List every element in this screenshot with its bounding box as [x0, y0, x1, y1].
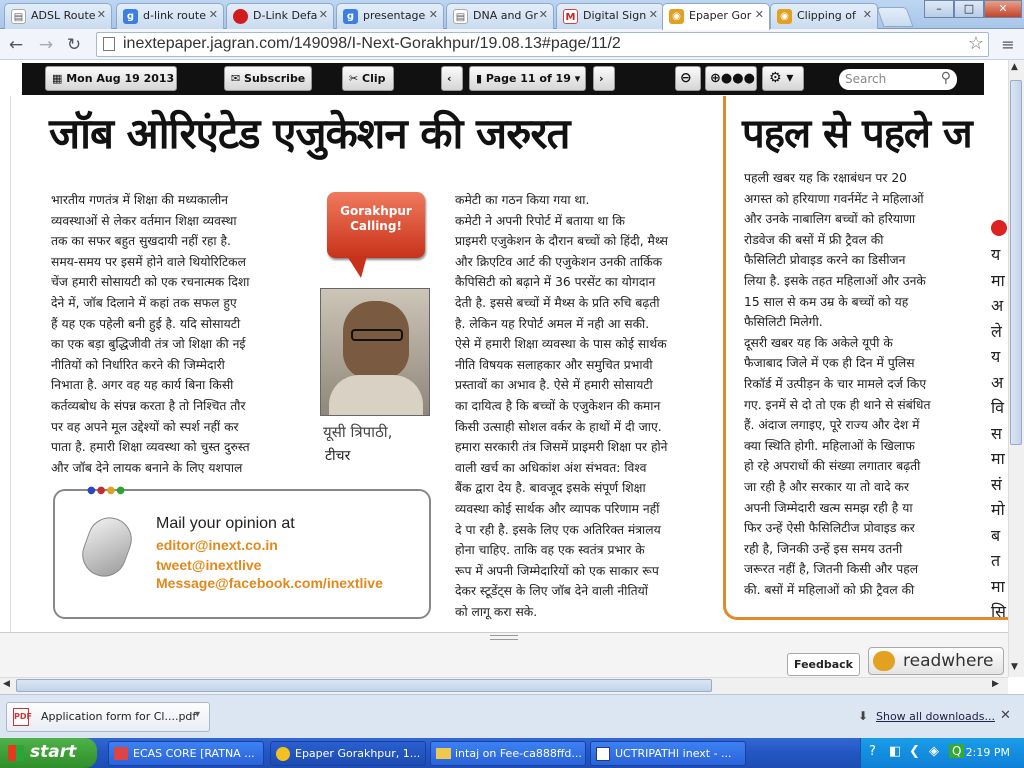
glasses-icon [351, 329, 403, 341]
close-downloads-icon[interactable]: ✕ [1000, 708, 1011, 723]
tab-adsl[interactable]: ▤ ADSL Route ✕ [4, 3, 112, 29]
new-tab-button[interactable] [876, 7, 913, 27]
address-bar[interactable]: inextepaper.jagran.com/149098/I-Next-Gorakhpur/19.08.13#page/11/2 ☆ [96, 32, 989, 57]
clip-button[interactable]: ✂ Clip [342, 66, 394, 91]
article-column-1: भारतीय गणतंत्र में शिक्षा की मध्यकालीन व्यवस्थाओं से लेकर वर्तमान शिक्षा व्यवस्था तक का सफर बहुत सुखदायी नहीं रहा है. समय-समय पर इसमें होने वाले थियोरिटिकल चेंज हमारी सोसायटी को एक रचनात्मक दिशा देने में, जॉब दिलाने में कहां तक सफल हुए हैं यह एक पहेली बनी हुई है. यदि सोसायटी का एक बड़ा बुद्धिजीवी तंत्र जो शिक्षा की नई नीतियों को निर्धारित करने की जिम्मेदारी निभाता है. अगर वह यह कार्य बिना किसी कर्तव्यबोध के संपन्न करता है तो निश्चित तौर पर वह अपने मूल उद्देश्यों को स्पर्श नहीं कर पाता है. हमारी शिक्षा व्यवस्था को चुस्त दुरुस्त और जॉब देने लायक बनाने के लिए यशपाल [51, 193, 250, 475]
browser-toolbar [0, 29, 1024, 60]
task-ecas[interactable]: ECAS CORE [RATNA ... [108, 741, 264, 766]
task-epaper[interactable]: Epaper Gorakhpur, 1... [270, 741, 426, 766]
google-icon: g [123, 9, 138, 24]
tab-dlink-route[interactable]: g d-link route ✕ [116, 3, 224, 29]
feedback-button[interactable]: Feedback [787, 653, 860, 676]
badge-pointer [347, 256, 367, 278]
date-dropdown[interactable]: ▦ Mon Aug 19 2013 ▾ [45, 66, 177, 91]
next-page-button[interactable]: › [593, 66, 615, 91]
download-item[interactable]: PDF Application form for Cl....pdf ▾ [6, 702, 210, 732]
article-column-right: पहली खबर यह कि रक्षाबंधन पर 20 अगस्त को हरियाणा गवर्नमेंट ने महिलाओं और उनके नाबालिग बच्चों को हरियाणा रोडवेज की बसों में फ्री ट्रैवल की फैसिलिटी प्रोवाइड करने का डिसीजन लिया है. इसके तहत महिलाओं और उनके 15 साल से कम उम्र के बच्चों को यह फैसिलिटी मिलेगी. दूसरी खबर यह कि अकेले यूपी के फैजाबाद जिले में एक ही दिन में पुलिस रिकॉर्ड में उत्पीड़न के चार मामले दर्ज किए गए. इनमें से दो तो एक ही थाने से संबंधित हैं. अंदाज लगाइए, पूरे राज्य और देश में क्या स्थिति होगी. महिलाओं के खिलाफ हो रहे अपराधों की संख्या लगातार बढ़ती जा रही है और सरकार या तो वादे कर अपनी जिम्मेदारी खत्म समझ रही है या फिर उन्हें ऐसी फैसिलिटीज प्रोवाइड कर रही है, जिनकी उन्हें इस समय उतनी जरूरत नहीं है, जितनी किसी और पहल की. बसों में महिलाओं को फ्री ट्रैवल की [744, 171, 931, 597]
settings-dropdown[interactable]: ⚙ ▾ [762, 66, 804, 91]
close-tab-icon[interactable]: ✕ [648, 8, 658, 21]
resize-grip[interactable] [490, 635, 518, 640]
clock[interactable]: 2:19 PM [965, 746, 1010, 759]
bookmark-star-icon[interactable]: ☆ [967, 33, 984, 53]
calendar-icon: ▦ [52, 72, 67, 85]
close-tab-icon[interactable]: ✕ [538, 8, 548, 21]
page-icon [103, 37, 115, 51]
document-icon [596, 747, 610, 761]
author-photo [320, 288, 430, 416]
headline-left: जॉब ओरिएंटेड एजुकेशन की जरुरत [49, 109, 570, 158]
pdf-icon: PDF [13, 708, 29, 726]
search-icon[interactable]: ⚲ [940, 70, 951, 86]
close-tab-icon[interactable]: ✕ [428, 8, 438, 21]
system-tray [860, 738, 1024, 768]
scroll-right-icon[interactable]: ▶ [992, 679, 999, 689]
tab-clipping[interactable]: ◉ Clipping of ✕ [770, 3, 878, 29]
scroll-down-icon[interactable]: ▼ [1011, 662, 1018, 672]
tab-dlink-default[interactable]: D-Link Defa ✕ [226, 3, 334, 29]
author-shirt [329, 375, 423, 416]
google-icon: g [343, 9, 358, 24]
viewer-footer [0, 632, 1008, 677]
twitter-handle: tweet@inextlive [156, 557, 262, 573]
owl-icon [873, 651, 895, 671]
clipped-next-column: य मा अ ले य अ वि स मा सं मो ब त मा सि [991, 245, 1006, 621]
close-tab-icon[interactable]: ✕ [754, 8, 764, 21]
document-icon: ▤ [453, 9, 468, 24]
volume-icon[interactable]: ◈ [929, 744, 939, 759]
document-icon: ▤ [11, 9, 26, 24]
menu-icon[interactable]: ≡ [1001, 35, 1015, 54]
task-folder[interactable]: intaj on Fee-ca888ffd... [430, 741, 586, 766]
email-address: editor@inext.co.in [156, 537, 278, 553]
tab-strip [0, 0, 1024, 29]
color-dots: ●●●● [87, 485, 126, 496]
close-tab-icon[interactable]: ✕ [96, 8, 106, 21]
download-menu-icon[interactable]: ▾ [195, 709, 201, 720]
page-icon: ▮ [476, 72, 486, 85]
chrome-icon [276, 747, 290, 761]
mail-opinion-box [53, 485, 431, 619]
vertical-scroll-thumb[interactable] [1010, 80, 1022, 445]
start-button[interactable]: start [0, 738, 97, 768]
close-tab-icon[interactable]: ✕ [208, 8, 218, 21]
prev-page-button[interactable]: ‹ [441, 66, 463, 91]
zoom-in-button[interactable] [705, 66, 757, 91]
mouse-icon [76, 511, 138, 582]
q-icon[interactable]: Q [949, 744, 964, 758]
epaper-toolbar [22, 63, 984, 95]
gear-icon: ⚙ [769, 70, 782, 86]
windows-logo-icon [8, 745, 24, 761]
gorakhpur-calling-badge: Gorakhpur Calling! [327, 192, 425, 258]
tab-digital-sign[interactable]: M Digital Sign ✕ [556, 3, 664, 29]
scroll-left-icon[interactable]: ◀ [3, 679, 10, 689]
tab-presentage[interactable]: g presentage ✕ [336, 3, 444, 29]
folder-icon [436, 748, 451, 759]
author-role: टीचर [325, 448, 351, 464]
article-column-2: कमेटी का गठन किया गया था. कमेटी ने अपनी रिपोर्ट में बताया था कि प्राइमरी एजुकेशन के दौरान बच्चों को हिंदी, मैथ्स और क्रिएटिव आर्ट की एजुकेशन उनकी तार्किक कैपिसिटी को बढ़ाने में 36 परसेंट का योगदान देती है. इससे बच्चों में मैथ्स के प्रति रुचि बढ़ती है. लेकिन यह रिपोर्ट अमल में नही आ सकी. ऐसे में हमारी शिक्षा व्यवस्था के पास कोई सार्थक नीति विषयक सलाहकार और समुचित प्रभावी प्रस्तावों का अभाव है. ऐसे में हमारी सोसायटी का दायित्व है कि बच्चों के एजुकेशन की कमान किसी उत्साही सोशल वर्कर के हाथों में दी जाए. हमारा सरकारी तंत्र जिसमें प्राइमरी शिक्षा पर होने वाली खर्च का अधिकांश अंश संभवत: विश्व बैंक द्वारा देय है. बावजूद इसके संपूर्ण शिक्षा व्यवस्था कोई सार्थक और व्यापक परिणाम नहीं दे पा रही है. इसके लिए एक अतिरिक्त मंत्रालय होना चाहिए. ताकि वह एक स्वतंत्र प्रभार के रूप में अपनी जिम्मेदारियों को एक साकार रूप देकर स्टूडेंट्स के लिए जॉब देने वाली नीतियों को लागू करा सके. [455, 193, 668, 619]
tab-dna[interactable]: ▤ DNA and Gr ✕ [446, 3, 554, 29]
tab-epaper-gorakhpur[interactable]: ◉ Epaper Gor ✕ [662, 3, 770, 30]
downloads-bar [0, 694, 1024, 738]
help-icon[interactable]: ? [869, 744, 876, 759]
facebook-address: Message@facebook.com/inextlive [156, 575, 383, 591]
network-icon[interactable]: ◧ [889, 744, 902, 759]
zoom-in-icon: ⊕●●● [710, 71, 755, 86]
forward-button[interactable]: → [38, 35, 54, 55]
reload-button[interactable]: ↻ [66, 35, 82, 55]
scroll-up-icon[interactable]: ▲ [1011, 62, 1018, 72]
owl-icon: ◉ [669, 9, 684, 24]
red-bullet-icon [991, 220, 1007, 236]
minimize-button[interactable]: – [924, 0, 954, 18]
page-dropdown[interactable]: ▮ Page 11 of 19 ▾ [469, 66, 586, 91]
download-arrow-icon: ⬇ [858, 709, 869, 723]
mail-heading: Mail your opinion at [156, 515, 295, 532]
owl-icon: ◉ [777, 9, 792, 24]
close-tab-icon[interactable]: ✕ [862, 8, 872, 21]
gmail-icon: M [563, 9, 578, 24]
app-icon [114, 747, 128, 760]
show-all-downloads-link[interactable]: Show all downloads... [876, 710, 995, 723]
horizontal-scroll-thumb[interactable] [16, 679, 712, 692]
readwhere-logo[interactable]: readwhere [868, 647, 1004, 675]
maximize-button[interactable]: □ [954, 0, 984, 18]
close-window-button[interactable]: ✕ [984, 0, 1022, 18]
author-name: यूसी त्रिपाठी, [323, 423, 393, 441]
back-button[interactable]: ← [8, 35, 24, 55]
epaper-viewer [0, 60, 1008, 648]
zoom-out-icon: ⊖ [680, 70, 692, 86]
headline-right: पहल से पहले ज [742, 111, 972, 157]
task-uctripathi[interactable]: UCTRIPATHI inext - ... [590, 741, 746, 766]
close-tab-icon[interactable]: ✕ [318, 8, 328, 21]
tray-arrow-icon[interactable]: ❮ [909, 744, 920, 759]
subscribe-button[interactable]: ✉ Subscribe [224, 66, 312, 91]
search-input[interactable]: Search ⚲ [839, 69, 957, 90]
newspaper-page [10, 96, 1008, 648]
envelope-icon: ✉ [231, 72, 245, 85]
zoom-out-button[interactable] [675, 66, 701, 91]
scissors-icon: ✂ [349, 72, 363, 85]
red-ball-icon [233, 9, 248, 24]
